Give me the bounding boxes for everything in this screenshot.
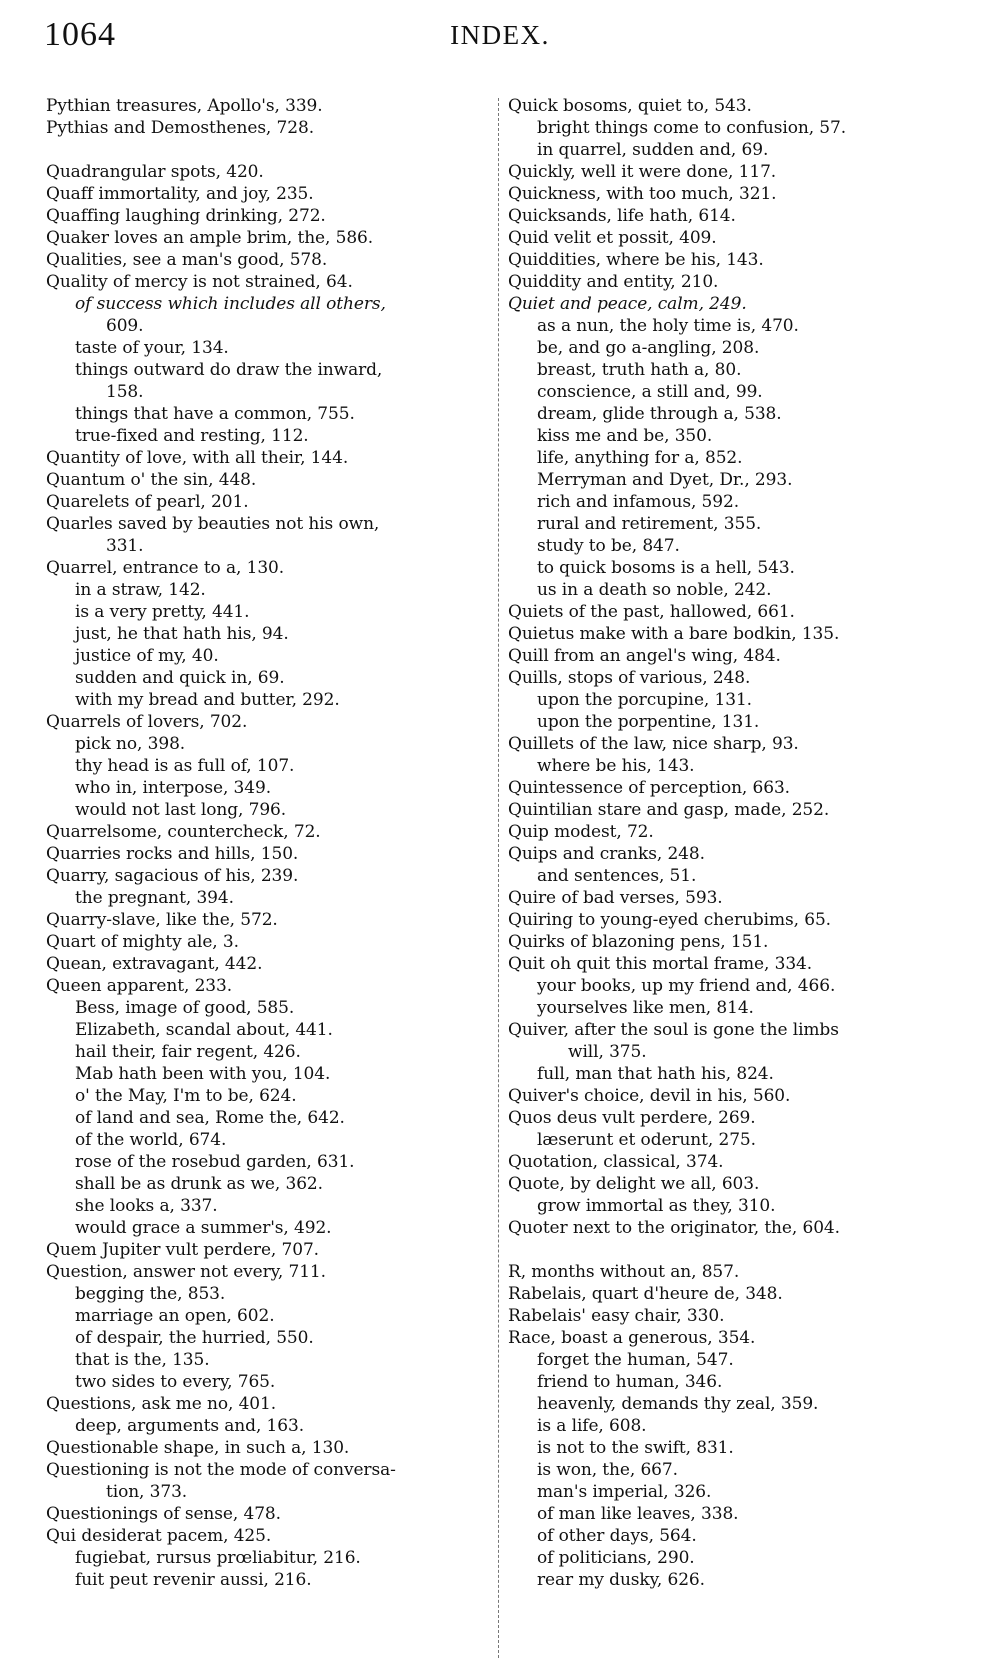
index-entry: thy head is as full of, 107. — [75, 756, 295, 776]
index-entry: Questionings of sense, 478. — [46, 1504, 281, 1524]
index-entry: as a nun, the holy time is, 470. — [537, 316, 799, 336]
index-section-gap — [46, 139, 491, 161]
index-entry: Quiet and peace, calm, 249. — [508, 294, 747, 314]
index-entry: pick no, 398. — [75, 734, 186, 754]
index-entry: Quiets of the past, hallowed, 661. — [508, 602, 795, 622]
index-entry: of despair, the hurried, 550. — [75, 1328, 314, 1348]
index-entry: Questions, ask me no, 401. — [46, 1394, 277, 1414]
index-entry: Quote, by delight we all, 603. — [508, 1174, 760, 1194]
index-entry: Qualities, see a man's good, 578. — [46, 250, 328, 270]
index-entry: breast, truth hath a, 80. — [537, 360, 742, 380]
index-entry: will, 375. — [568, 1042, 647, 1062]
index-entry: sudden and quick in, 69. — [75, 668, 285, 688]
index-entry: marriage an open, 602. — [75, 1306, 275, 1326]
index-entry: Quit oh quit this mortal frame, 334. — [508, 954, 813, 974]
index-entry: things outward do draw the inward, — [75, 360, 383, 380]
index-entry: where be his, 143. — [537, 756, 695, 776]
index-entry: Quips and cranks, 248. — [508, 844, 705, 864]
index-entry: full, man that hath his, 824. — [537, 1064, 774, 1084]
index-entry: rich and infamous, 592. — [537, 492, 740, 512]
index-entry: with my bread and butter, 292. — [75, 690, 340, 710]
index-entry: your books, up my friend and, 466. — [537, 976, 836, 996]
index-entry: dream, glide through a, 538. — [537, 404, 782, 424]
index-entry: is not to the swift, 831. — [537, 1438, 734, 1458]
index-entry: Quality of mercy is not strained, 64. — [46, 272, 353, 292]
index-entry: Quarles saved by beauties not his own, — [46, 514, 380, 534]
index-entry: Quiver's choice, devil in his, 560. — [508, 1086, 791, 1106]
index-entry: Questionable shape, in such a, 130. — [46, 1438, 350, 1458]
index-entry: Quirks of blazoning pens, 151. — [508, 932, 769, 952]
index-entry: Quem Jupiter vult perdere, 707. — [46, 1240, 319, 1260]
index-entry: Quickly, well it were done, 117. — [508, 162, 777, 182]
index-section-gap — [508, 1239, 958, 1261]
index-entry: of success which includes all others, — [75, 294, 386, 314]
index-entry: forget the human, 547. — [537, 1350, 734, 1370]
index-entry: Quiddities, where be his, 143. — [508, 250, 764, 270]
index-entry: læserunt et oderunt, 275. — [537, 1130, 756, 1150]
index-entry: Quoter next to the originator, the, 604. — [508, 1218, 840, 1238]
index-entry: Quos deus vult perdere, 269. — [508, 1108, 756, 1128]
index-entry: Quarelets of pearl, 201. — [46, 492, 249, 512]
index-entry: be, and go a-angling, 208. — [537, 338, 760, 358]
index-entry: tion, 373. — [106, 1482, 188, 1502]
index-entry: who in, interpose, 349. — [75, 778, 271, 798]
index-column-left — [46, 95, 491, 1591]
index-entry: of land and sea, Rome the, 642. — [75, 1108, 345, 1128]
index-entry: Quotation, classical, 374. — [508, 1152, 724, 1172]
index-entry: things that have a common, 755. — [75, 404, 355, 424]
index-entry: upon the porcupine, 131. — [537, 690, 752, 710]
index-entry: Rabelais, quart d'heure de, 348. — [508, 1284, 783, 1304]
index-entry: kiss me and be, 350. — [537, 426, 713, 446]
index-entry: Quillets of the law, nice sharp, 93. — [508, 734, 799, 754]
index-entry: to quick bosoms is a hell, 543. — [537, 558, 795, 578]
index-entry: Qui desiderat pacem, 425. — [46, 1526, 272, 1546]
index-entry: fuit peut revenir aussi, 216. — [75, 1570, 312, 1590]
index-entry: Questioning is not the mode of conversa- — [46, 1460, 396, 1480]
index-entry: Quaker loves an ample brim, the, 586. — [46, 228, 374, 248]
index-entry: yourselves like men, 814. — [537, 998, 754, 1018]
index-entry: Bess, image of good, 585. — [75, 998, 295, 1018]
index-entry: rural and retirement, 355. — [537, 514, 762, 534]
index-entry: 609. — [106, 316, 144, 336]
index-entry: of other days, 564. — [537, 1526, 697, 1546]
column-divider — [498, 98, 499, 1658]
index-entry: true-fixed and resting, 112. — [75, 426, 309, 446]
index-entry: o' the May, I'm to be, 624. — [75, 1086, 297, 1106]
index-entry: Quaffing laughing drinking, 272. — [46, 206, 326, 226]
index-entry: Quarrels of lovers, 702. — [46, 712, 248, 732]
index-entry: Quire of bad verses, 593. — [508, 888, 723, 908]
index-entry: Quarrelsome, countercheck, 72. — [46, 822, 321, 842]
index-entry: Quarry-slave, like the, 572. — [46, 910, 278, 930]
index-entry: Quarrel, entrance to a, 130. — [46, 558, 285, 578]
index-entry: the pregnant, 394. — [75, 888, 234, 908]
index-entry: Pythian treasures, Apollo's, 339. — [46, 96, 323, 116]
index-entry: Quick bosoms, quiet to, 543. — [508, 96, 752, 116]
page-header — [0, 0, 1000, 80]
index-entry: just, he that hath his, 94. — [75, 624, 289, 644]
index-entry: of man like leaves, 338. — [537, 1504, 739, 1524]
index-entry: Quip modest, 72. — [508, 822, 654, 842]
index-entry: friend to human, 346. — [537, 1372, 723, 1392]
index-entry: us in a death so noble, 242. — [537, 580, 772, 600]
index-entry: Quadrangular spots, 420. — [46, 162, 264, 182]
index-entry: fugiebat, rursus prœliabitur, 216. — [75, 1548, 361, 1568]
index-entry: rose of the rosebud garden, 631. — [75, 1152, 355, 1172]
index-entry: Quietus make with a bare bodkin, 135. — [508, 624, 840, 644]
index-entry: Quiring to young-eyed cherubims, 65. — [508, 910, 831, 930]
page-number: 1064 — [44, 16, 116, 53]
index-entry: life, anything for a, 852. — [537, 448, 743, 468]
index-entry: would grace a summer's, 492. — [75, 1218, 332, 1238]
index-entry: Quart of mighty ale, 3. — [46, 932, 239, 952]
index-entry: Quantum o' the sin, 448. — [46, 470, 257, 490]
index-entry: Pythias and Demosthenes, 728. — [46, 118, 314, 138]
index-entry: Quintilian stare and gasp, made, 252. — [508, 800, 830, 820]
index-entry: she looks a, 337. — [75, 1196, 218, 1216]
index-entry: justice of my, 40. — [75, 646, 219, 666]
index-entry: two sides to every, 765. — [75, 1372, 276, 1392]
index-entry: bright things come to confusion, 57. — [537, 118, 847, 138]
index-entry: Quantity of love, with all their, 144. — [46, 448, 349, 468]
index-entry: Quean, extravagant, 442. — [46, 954, 263, 974]
index-entry: Quiddity and entity, 210. — [508, 272, 719, 292]
index-entry: Quills, stops of various, 248. — [508, 668, 751, 688]
index-entry: is a very pretty, 441. — [75, 602, 250, 622]
index-entry: Quarries rocks and hills, 150. — [46, 844, 299, 864]
index-entry: upon the porpentine, 131. — [537, 712, 760, 732]
index-entry: in quarrel, sudden and, 69. — [537, 140, 769, 160]
index-entry: Quid velit et possit, 409. — [508, 228, 717, 248]
index-entry: and sentences, 51. — [537, 866, 697, 886]
index-entry: Quarry, sagacious of his, 239. — [46, 866, 299, 886]
index-entry: conscience, a still and, 99. — [537, 382, 763, 402]
index-entry: study to be, 847. — [537, 536, 680, 556]
index-entry: Quill from an angel's wing, 484. — [508, 646, 781, 666]
index-entry: of the world, 674. — [75, 1130, 227, 1150]
index-entry: man's imperial, 326. — [537, 1482, 712, 1502]
index-entry: of politicians, 290. — [537, 1548, 695, 1568]
index-entry: Quiver, after the soul is gone the limbs — [508, 1020, 839, 1040]
index-entry: taste of your, 134. — [75, 338, 229, 358]
index-entry: hail their, fair regent, 426. — [75, 1042, 301, 1062]
index-entry: is a life, 608. — [537, 1416, 647, 1436]
index-entry: shall be as drunk as we, 362. — [75, 1174, 323, 1194]
index-entry: begging the, 853. — [75, 1284, 226, 1304]
index-entry: in a straw, 142. — [75, 580, 206, 600]
index-column-right — [508, 95, 958, 1591]
index-entry: R, months without an, 857. — [508, 1262, 740, 1282]
index-entry: Race, boast a generous, 354. — [508, 1328, 756, 1348]
index-entry: is won, the, 667. — [537, 1460, 678, 1480]
index-entry: that is the, 135. — [75, 1350, 210, 1370]
index-entry: rear my dusky, 626. — [537, 1570, 705, 1590]
index-entry: Quaff immortality, and joy, 235. — [46, 184, 314, 204]
index-entry: deep, arguments and, 163. — [75, 1416, 305, 1436]
index-entry: Mab hath been with you, 104. — [75, 1064, 331, 1084]
index-entry: Elizabeth, scandal about, 441. — [75, 1020, 333, 1040]
index-entry: Quickness, with too much, 321. — [508, 184, 777, 204]
index-entry: grow immortal as they, 310. — [537, 1196, 776, 1216]
page-title: INDEX. — [450, 20, 550, 50]
index-entry: would not last long, 796. — [75, 800, 287, 820]
index-entry: heavenly, demands thy zeal, 359. — [537, 1394, 819, 1414]
index-entry: Quicksands, life hath, 614. — [508, 206, 736, 226]
index-entry: Question, answer not every, 711. — [46, 1262, 326, 1282]
index-entry: Queen apparent, 233. — [46, 976, 233, 996]
index-entry: Rabelais' easy chair, 330. — [508, 1306, 725, 1326]
index-entry: Merryman and Dyet, Dr., 293. — [537, 470, 793, 490]
index-entry: 158. — [106, 382, 144, 402]
index-entry: 331. — [106, 536, 144, 556]
index-entry: Quintessence of perception, 663. — [508, 778, 790, 798]
